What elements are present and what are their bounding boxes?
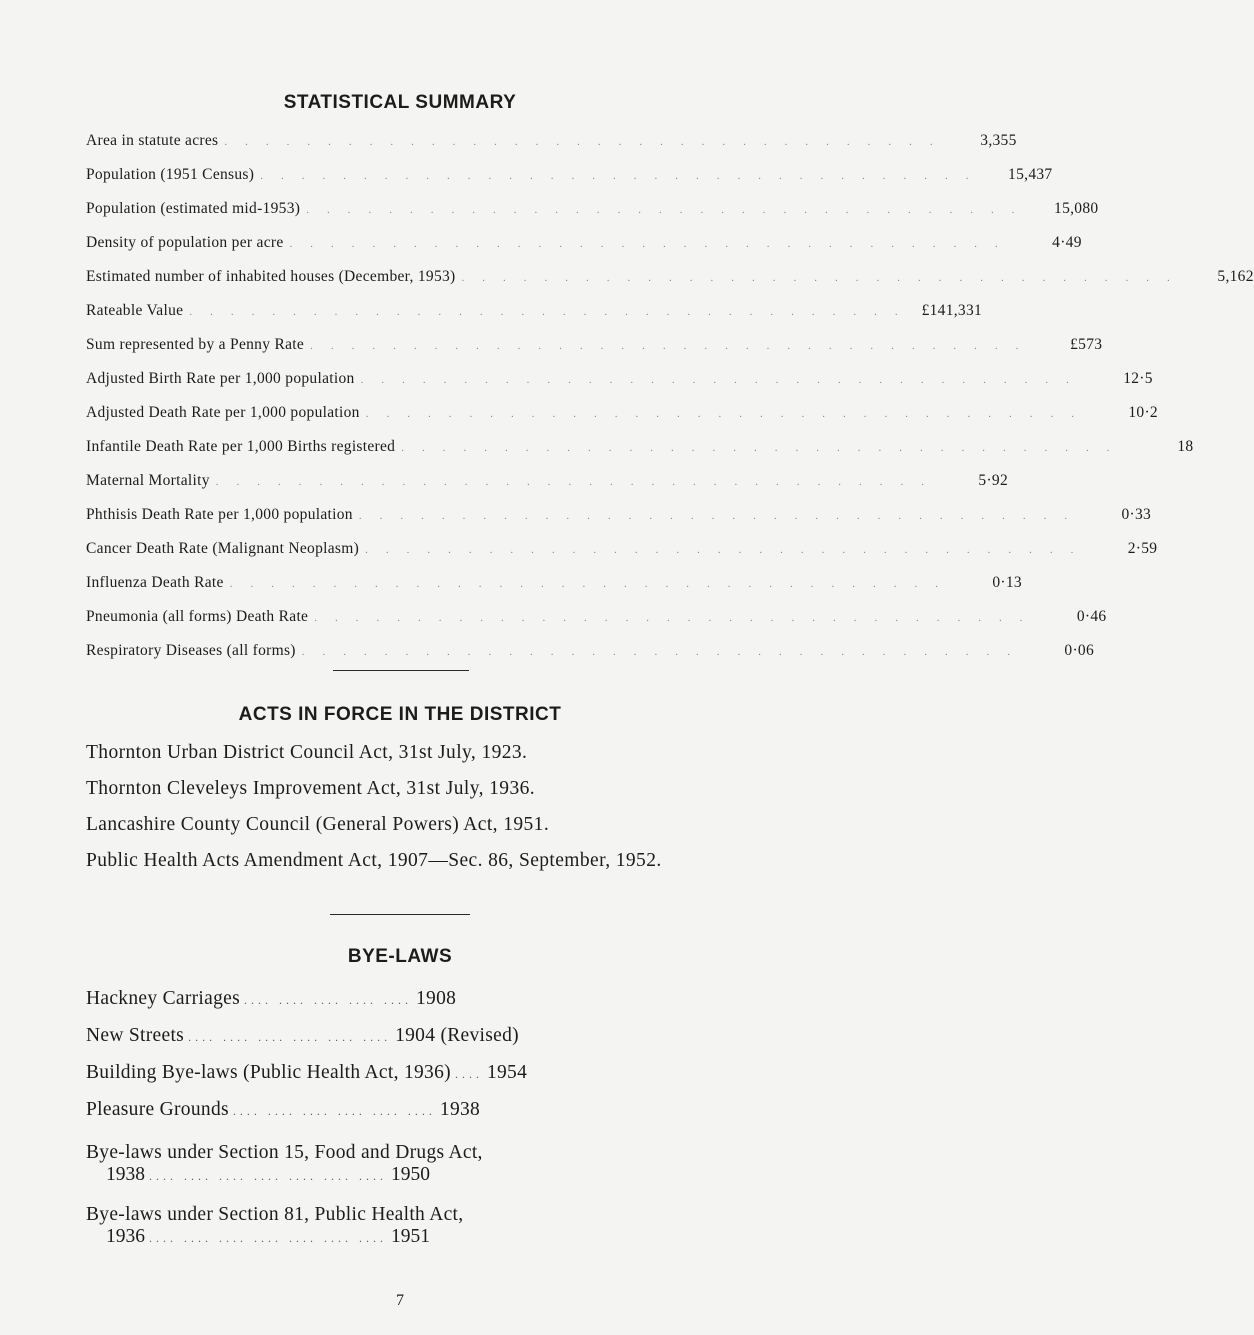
stat-label: Adjusted Birth Rate per 1,000 population [86,370,355,387]
section-divider [333,670,469,671]
stat-value: 12·5 [1123,370,1153,387]
act-item: Thornton Urban District Council Act, 31st July, 1923. [86,742,528,763]
acts-list [86,742,766,886]
stat-row [86,540,1158,574]
statistical-summary-heading: STATISTICAL SUMMARY [283,92,517,113]
stat-value: 0·46 [1076,608,1107,625]
leader-dots: ................................... [301,646,1029,658]
bye-law-label-year: 1936 [106,1226,145,1247]
stat-label: Pneumonia (all forms) Death Rate [86,608,309,625]
leader-dots: ................................... [360,374,1087,386]
stat-label: Phthisis Death Rate per 1,000 population [86,506,353,523]
bye-law-year: 1950 [391,1164,430,1185]
stat-label: Influenza Death Rate [86,574,224,591]
leader-dots: .... .... .... .... .... .... [188,1030,392,1044]
bye-law-year: 1951 [391,1226,430,1247]
section-divider [330,914,470,915]
stat-value: 18 [1177,438,1194,455]
bye-law-label: Bye-laws under Section 81, Public Health Act, [86,1204,464,1225]
stat-value: 15,437 [1008,166,1053,183]
leader-dots: ................................... [215,476,943,488]
leader-dots: ................................... [289,238,1016,250]
stat-label: Rateable Value [86,302,184,319]
stat-label: Cancer Death Rate (Malignant Neoplasm) [86,540,360,557]
stat-row [86,302,983,336]
stat-row [86,336,1103,370]
leader-dots: ................................... [224,136,951,148]
leader-dots: ................................... [365,408,1092,420]
bye-law-label: Pleasure Grounds [86,1099,229,1120]
bye-law-row [86,1025,746,1062]
leader-dots: .... .... .... .... .... .... .... [149,1169,387,1183]
stat-row [86,608,1107,642]
stat-row [86,438,1194,472]
stat-value: 4·49 [1052,234,1082,251]
bye-law-label: Bye-laws under Section 15, Food and Drugs Act, [86,1142,483,1163]
leader-dots: .... .... .... .... .... .... .... [149,1231,387,1245]
bye-law-year: 1908 [416,988,457,1009]
act-item: Lancashire County Council (General Powers) Act, 1951. [86,814,550,835]
stat-row [86,472,1009,506]
page-number: 7 [396,1292,404,1309]
leader-dots: ................................... [260,170,987,182]
bye-law-row [86,1142,746,1198]
bye-law-year: 1938 [439,1099,481,1120]
stat-value: 3,355 [980,132,1017,149]
bye-law-row [86,1204,746,1260]
stat-value: 15,080 [1054,200,1099,217]
leader-dots: .... .... .... .... .... [244,993,412,1007]
stat-row [86,132,1017,166]
bye-law-label: Building Bye-laws (Public Health Act, 1936) [86,1062,451,1083]
act-item: Thornton Cleveleys Improvement Act, 31st July, 1936. [86,778,536,799]
bye-law-label: Hackney Carriages [86,988,240,1009]
leader-dots: ................................... [189,306,916,318]
leader-dots: ................................... [365,544,1092,556]
stat-value: £141,331 [921,302,983,319]
acts-heading: ACTS IN FORCE IN THE DISTRICT [238,704,562,725]
stat-value: £573 [1070,336,1103,353]
leader-dots: ................................... [358,510,1086,522]
stat-label: Adjusted Death Rate per 1,000 population [86,404,360,421]
stat-value: 0·33 [1121,506,1152,523]
act-item: Public Health Acts Amendment Act, 1907—Sec. 86, September, 1952. [86,850,662,871]
stat-row [86,268,1254,302]
stat-row [86,506,1152,540]
stat-label: Population (estimated mid-1953) [86,200,301,217]
bye-law-row [86,988,746,1025]
bye-law-year: 1954 [486,1062,528,1083]
bye-law-year: 1904 (Revised) [395,1025,519,1046]
bye-law-label-year: 1938 [106,1164,145,1185]
stat-row [86,200,1099,234]
leader-dots: ................................... [310,340,1037,352]
bye-law-row [86,1062,746,1099]
leader-dots: .... [454,1067,483,1081]
stat-label: Density of population per acre [86,234,284,251]
stat-label: Population (1951 Census) [86,166,255,183]
stat-row [86,404,1158,438]
stat-value: 0·06 [1064,642,1095,659]
stat-label: Sum represented by a Penny Rate [86,336,305,353]
stat-label: Infantile Death Rate per 1,000 Births registered [86,438,396,455]
leader-dots: .... .... .... .... .... .... [232,1104,436,1118]
bye-law-label: New Streets [86,1025,185,1046]
stat-label: Area in statute acres [86,132,219,149]
statistical-summary-table [86,132,1254,676]
leader-dots: ................................... [401,442,1128,454]
stat-value: 2·59 [1127,540,1158,557]
stat-row [86,234,1082,268]
stat-row [86,166,1053,200]
bye-law-row [86,1099,746,1136]
bye-laws-list [86,988,746,1260]
stat-value: 5,162 [1217,268,1254,285]
bye-laws-heading: BYE-LAWS [347,946,453,967]
stat-label: Maternal Mortality [86,472,210,489]
stat-value: 10·2 [1128,404,1158,421]
stat-value: 0·13 [992,574,1022,591]
leader-dots: ................................... [306,204,1033,216]
stat-label: Estimated number of inhabited houses (December, 1953) [86,268,456,285]
leader-dots: ................................... [229,578,956,590]
leader-dots: ................................... [461,272,1188,284]
leader-dots: ................................... [314,612,1041,624]
stat-label: Respiratory Diseases (all forms) [86,642,296,659]
stat-row [86,370,1153,404]
stat-row [86,574,1022,608]
stat-value: 5·92 [978,472,1009,489]
